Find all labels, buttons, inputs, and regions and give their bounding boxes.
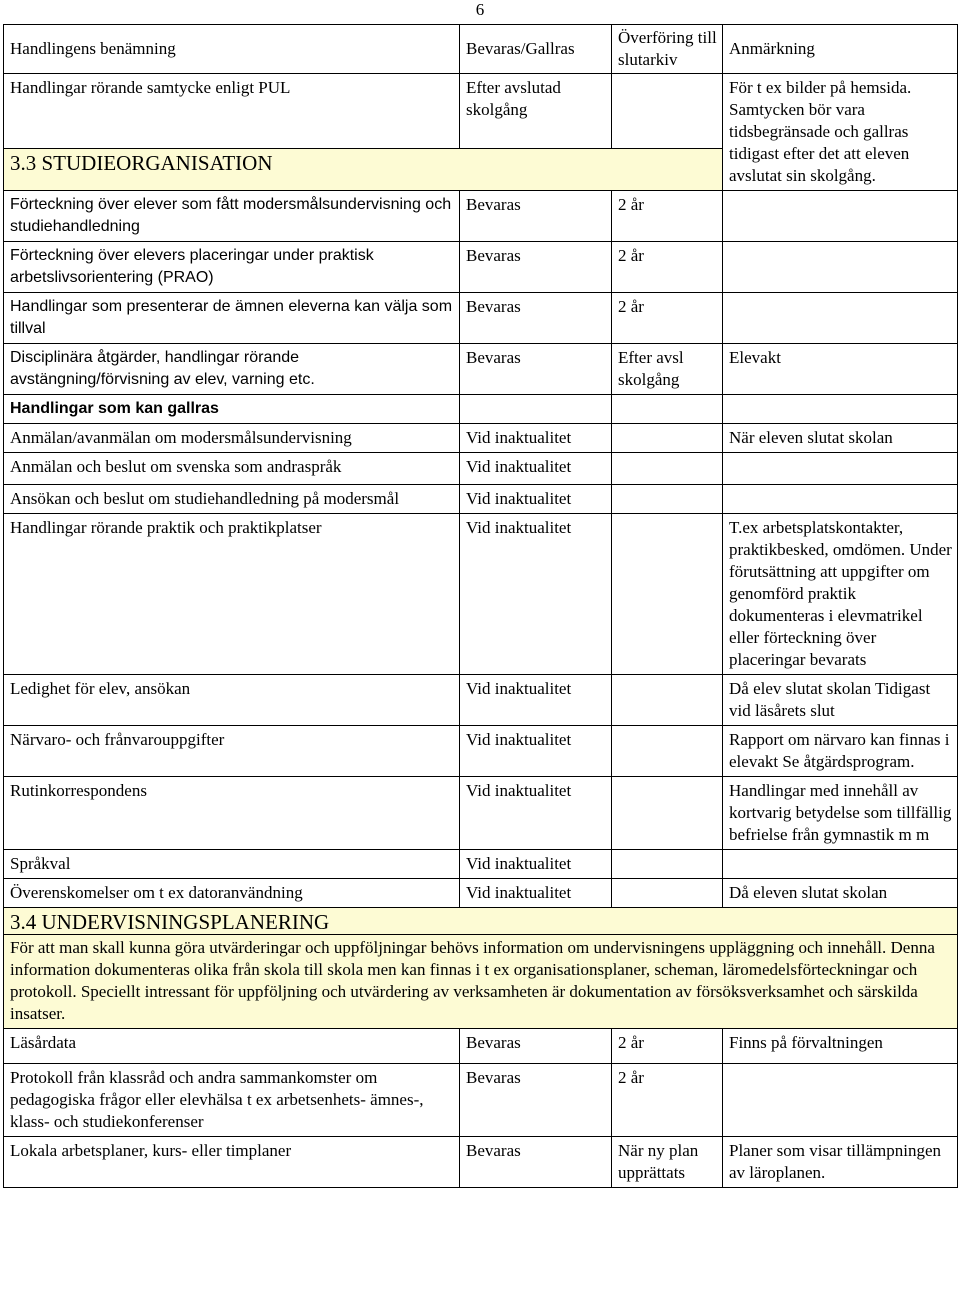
table-row [4, 344, 958, 395]
section-heading-row [4, 908, 958, 935]
section-title-34: 3.4 UNDERVISNINGSPLANERING [4, 908, 958, 935]
row-transfer [612, 675, 723, 726]
row-transfer [612, 726, 723, 777]
table-row [4, 242, 958, 293]
row-keep: Bevaras [460, 242, 612, 293]
row-note: Elevakt [723, 344, 958, 395]
row-note [723, 453, 958, 485]
row-name: Disciplinära åtgärder, handlingar rörande avstängning/förvisning av elev, varning etc. [4, 344, 460, 395]
row-name: Förteckning över elever som fått modersmålsundervisning och studiehandledning [4, 191, 460, 242]
row-name: Handlingar som presenterar de ämnen eleverna kan välja som tillval [4, 293, 460, 344]
header-name: Handlingens benämning [4, 25, 460, 74]
row-note [723, 191, 958, 242]
row-keep: Bevaras [460, 191, 612, 242]
table-row [4, 726, 958, 777]
row-note [723, 485, 958, 514]
records-table [3, 24, 958, 1188]
row-keep: Efter avslutad skolgång [460, 74, 612, 149]
subheading-gallras: Handlingar som kan gallras [4, 395, 460, 424]
row-transfer [612, 485, 723, 514]
table-row [4, 1064, 958, 1137]
subheading-row [4, 395, 958, 424]
row-transfer [612, 879, 723, 908]
row-keep: Bevaras [460, 1064, 612, 1137]
row-keep: Vid inaktualitet [460, 514, 612, 675]
row-transfer: 2 år [612, 1064, 723, 1137]
row-note [723, 1064, 958, 1137]
row-name: Protokoll från klassråd och andra sammankomster om pedagogiska frågor eller elevhälsa t ex arbetsenhets- ämnes-, klass- och studiekonferenser [4, 1064, 460, 1137]
row-transfer [612, 74, 723, 149]
section-title-33: 3.3 STUDIEORGANISATION [4, 148, 723, 190]
row-note: Planer som visar tillämpningen av läroplanen. [723, 1137, 958, 1188]
row-note: Rapport om närvaro kan finnas i elevakt Se åtgärdsprogram. [723, 726, 958, 777]
row-note: Finns på förvaltningen [723, 1029, 958, 1064]
header-transfer: Överföring till slutarkiv [612, 25, 723, 74]
table-row [4, 1029, 958, 1064]
row-note: Då elev slutat skolan Tidigast vid läsårets slut [723, 675, 958, 726]
row-keep: Vid inaktualitet [460, 726, 612, 777]
row-transfer: Efter avsl skolgång [612, 344, 723, 395]
row-note [723, 850, 958, 879]
row-name: Överenskomelser om t ex datoranvändning [4, 879, 460, 908]
row-keep: Vid inaktualitet [460, 453, 612, 485]
row-name: Anmälan/avanmälan om modersmålsundervisning [4, 424, 460, 453]
row-note [723, 293, 958, 344]
row-keep: Bevaras [460, 344, 612, 395]
row-transfer [612, 453, 723, 485]
row-transfer: 2 år [612, 191, 723, 242]
row-name: Rutinkorrespondens [4, 777, 460, 850]
row-transfer: 2 år [612, 293, 723, 344]
table-row [4, 1137, 958, 1188]
table-row [4, 74, 958, 149]
row-note: T.ex arbetsplatskontakter, praktikbesked, omdömen. Under förutsättning att uppgifter om genomförd praktik dokumenteras i elevmatrikel eller förteckning över placeringar bevarats [723, 514, 958, 675]
row-name: Lokala arbetsplaner, kurs- eller timplaner [4, 1137, 460, 1188]
section-intro-row [4, 935, 958, 1029]
row-transfer [612, 777, 723, 850]
table-row [4, 675, 958, 726]
table-row [4, 453, 958, 485]
row-note: När eleven slutat skolan [723, 424, 958, 453]
table-row [4, 879, 958, 908]
row-keep: Vid inaktualitet [460, 675, 612, 726]
row-note: Handlingar med innehåll av kortvarig betydelse som tillfällig befrielse från gymnastik m m [723, 777, 958, 850]
row-name: Förteckning över elevers placeringar under praktisk arbetslivsorientering (PRAO) [4, 242, 460, 293]
row-keep: Vid inaktualitet [460, 850, 612, 879]
row-name: Språkval [4, 850, 460, 879]
header-keep: Bevaras/Gallras [460, 25, 612, 74]
row-note: För t ex bilder på hemsida. Samtycken bör vara tidsbegränsade och gallras tidigast efter det att eleven avslutat sin skolgång. [723, 74, 958, 191]
row-name: Handlingar rörande praktik och praktikplatser [4, 514, 460, 675]
row-keep: Vid inaktualitet [460, 879, 612, 908]
table-row [4, 293, 958, 344]
row-keep: Bevaras [460, 293, 612, 344]
table-row [4, 191, 958, 242]
row-transfer [612, 514, 723, 675]
row-transfer: 2 år [612, 242, 723, 293]
table-row [4, 514, 958, 675]
section-intro-34: För att man skall kunna göra utvärderingar och uppföljningar behövs information om undervisningens uppläggning och innehåll. Denna information dokumenteras olika från skola till skola men kan finnas i t ex organisationsplaner, scheman, läromedelsförteckningar och protokoll. Speciellt intressant för uppföljning och utvärdering av verksamheten är dokumentation av försöksverksamhet och särskilda insatser. [4, 935, 958, 1029]
page-number: 6 [475, 0, 485, 19]
table-header [4, 25, 958, 74]
row-note: Då eleven slutat skolan [723, 879, 958, 908]
row-keep: Vid inaktualitet [460, 424, 612, 453]
row-note [723, 242, 958, 293]
row-transfer [612, 850, 723, 879]
table-row [4, 850, 958, 879]
row-transfer: När ny plan upprättats [612, 1137, 723, 1188]
row-keep: Bevaras [460, 1137, 612, 1188]
row-transfer: 2 år [612, 1029, 723, 1064]
table-row [4, 424, 958, 453]
row-name: Läsårdata [4, 1029, 460, 1064]
row-name: Närvaro- och frånvarouppgifter [4, 726, 460, 777]
row-name: Ansökan och beslut om studiehandledning på modersmål [4, 485, 460, 514]
table-row [4, 485, 958, 514]
row-keep: Vid inaktualitet [460, 485, 612, 514]
row-keep: Vid inaktualitet [460, 777, 612, 850]
row-transfer [612, 424, 723, 453]
header-note: Anmärkning [723, 25, 958, 74]
table-row [4, 777, 958, 850]
row-name: Ledighet för elev, ansökan [4, 675, 460, 726]
row-keep: Bevaras [460, 1029, 612, 1064]
row-name: Anmälan och beslut om svenska som andraspråk [4, 453, 460, 485]
row-name: Handlingar rörande samtycke enligt PUL [4, 74, 460, 149]
